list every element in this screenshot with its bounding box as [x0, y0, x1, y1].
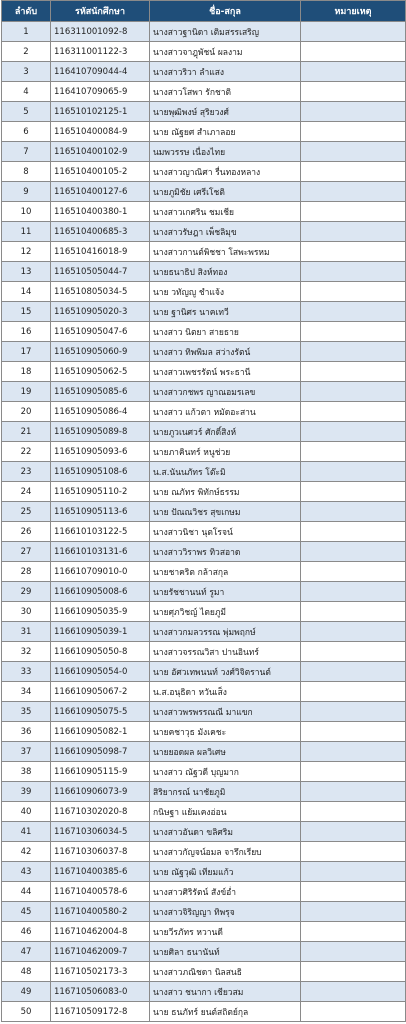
table-row: [2, 442, 406, 462]
table-row: [2, 522, 406, 542]
table-row: [2, 282, 406, 302]
row-number: 31: [2, 622, 51, 642]
remark: [301, 302, 406, 322]
table-row: [2, 102, 406, 122]
student-name: นายพุฒิพงษ์ สุริยวงศ์: [150, 102, 301, 122]
remark: [301, 362, 406, 382]
row-number: 44: [2, 882, 51, 902]
student-name: นางสาวกมลวรรณ พุ่มพฤกษ์: [150, 622, 301, 642]
student-id: 116311001122-3: [51, 42, 150, 62]
remark: [301, 842, 406, 862]
table-row: [2, 502, 406, 522]
remark: [301, 962, 406, 982]
student-id: 116510905113-6: [51, 502, 150, 522]
table-row: [2, 222, 406, 242]
row-number: 10: [2, 202, 51, 222]
student-id: 116510400102-9: [51, 142, 150, 162]
row-number: 11: [2, 222, 51, 242]
student-id: 116510400685-3: [51, 222, 150, 242]
student-name: นาย ปัณณวิชร สุขเกษม: [150, 502, 301, 522]
remark: [301, 762, 406, 782]
table-row: [2, 902, 406, 922]
row-number: 9: [2, 182, 51, 202]
row-number: 1: [2, 22, 51, 42]
remark: [301, 602, 406, 622]
student-id: 116710462009-7: [51, 942, 150, 962]
table-row: [2, 882, 406, 902]
remark: [301, 422, 406, 442]
row-number: 25: [2, 502, 51, 522]
row-number: 19: [2, 382, 51, 402]
table-row: [2, 42, 406, 62]
row-number: 20: [2, 402, 51, 422]
row-number: 41: [2, 822, 51, 842]
student-name: นางสาว ทิพพิมล สว่างรัตน์: [150, 342, 301, 362]
table-row: [2, 842, 406, 862]
student-id: 116610905075-5: [51, 702, 150, 722]
row-number: 48: [2, 962, 51, 982]
student-id: 116510505044-7: [51, 262, 150, 282]
row-number: 21: [2, 422, 51, 442]
student-name: นางสาวศิริรัตน์ สังข์อ่ำ: [150, 882, 301, 902]
student-name: นายศิลา ธนานันท์: [150, 942, 301, 962]
student-id: 116311001092-8: [51, 22, 150, 42]
header-remark: หมายเหตุ: [301, 1, 406, 22]
remark: [301, 222, 406, 242]
student-name: นางสาวกัญจน์อมล จารึกเรียบ: [150, 842, 301, 862]
student-name: นายศุภวิชญ์ ไตยภูมี: [150, 602, 301, 622]
table-header: [2, 1, 406, 22]
table-row: [2, 862, 406, 882]
remark: [301, 242, 406, 262]
table-row: [2, 922, 406, 942]
student-id: 116510400380-1: [51, 202, 150, 222]
table-row: [2, 82, 406, 102]
remark: [301, 622, 406, 642]
student-id: 116610709010-0: [51, 562, 150, 582]
student-name: นางสาว ชนากา เชียวสม: [150, 982, 301, 1002]
table-row: [2, 322, 406, 342]
row-number: 15: [2, 302, 51, 322]
student-id: 116610103131-6: [51, 542, 150, 562]
student-id: 116510905047-6: [51, 322, 150, 342]
remark: [301, 442, 406, 462]
remark: [301, 722, 406, 742]
student-name: นาย ธนภัทร์ ยนต์สถิตย์กุล: [150, 1002, 301, 1022]
row-number: 42: [2, 842, 51, 862]
remark: [301, 982, 406, 1002]
remark: [301, 782, 406, 802]
table-row: [2, 22, 406, 42]
student-name: นางสาวญาณิศา รื่นทองหลาง: [150, 162, 301, 182]
remark: [301, 942, 406, 962]
remark: [301, 742, 406, 762]
student-id: 116510400127-6: [51, 182, 150, 202]
student-name: นางสาวเพชรรัตน์ พระธานี: [150, 362, 301, 382]
student-name: นางสาวพรพรรณณี มาแขก: [150, 702, 301, 722]
student-name: นางสาวฐานิดา เติมสรรเสริญ: [150, 22, 301, 42]
table-row: [2, 942, 406, 962]
student-name: นายยอดผล ผลวิเศษ: [150, 742, 301, 762]
student-name: นาย ณัฐยศ สำเภาลอย: [150, 122, 301, 142]
row-number: 28: [2, 562, 51, 582]
table-row: [2, 642, 406, 662]
student-name: นางสาววิราพร ทิวสอาด: [150, 542, 301, 562]
student-name: นางสาวจิริญญา ทิพรุจ: [150, 902, 301, 922]
student-id: 116510400084-9: [51, 122, 150, 142]
student-id: 116710400580-2: [51, 902, 150, 922]
header-student-id: รหัสนักศึกษา: [51, 1, 150, 22]
row-number: 5: [2, 102, 51, 122]
row-number: 7: [2, 142, 51, 162]
table-row: [2, 802, 406, 822]
student-name: นาย อัศวเทพนนท์ วงศ์วิจิตรานต์: [150, 662, 301, 682]
table-row: [2, 462, 406, 482]
row-number: 24: [2, 482, 51, 502]
row-number: 50: [2, 1002, 51, 1022]
student-name: นางสาวรัษฎา เพ็ชลิมุข: [150, 222, 301, 242]
student-id: 116510905089-8: [51, 422, 150, 442]
student-name: นายภูวเนศวร์ ศักดิ์สิงห์: [150, 422, 301, 442]
row-number: 2: [2, 42, 51, 62]
remark: [301, 382, 406, 402]
student-id: 116610905098-7: [51, 742, 150, 762]
row-number: 34: [2, 682, 51, 702]
student-name: นายชาคริต กล้าสกุล: [150, 562, 301, 582]
row-number: 45: [2, 902, 51, 922]
remark: [301, 802, 406, 822]
row-number: 43: [2, 862, 51, 882]
row-number: 37: [2, 742, 51, 762]
table-row: [2, 482, 406, 502]
student-id: 116510905062-5: [51, 362, 150, 382]
student-name: นางสาวเกศริน ชมเชีย: [150, 202, 301, 222]
row-number: 14: [2, 282, 51, 302]
table-row: [2, 682, 406, 702]
remark: [301, 182, 406, 202]
table-body: [2, 22, 406, 1022]
student-id: 116710306037-8: [51, 842, 150, 862]
row-number: 36: [2, 722, 51, 742]
table-row: [2, 262, 406, 282]
student-id: 116710400385-6: [51, 862, 150, 882]
student-id: 116510805034-5: [51, 282, 150, 302]
row-number: 29: [2, 582, 51, 602]
student-id: 116610905035-9: [51, 602, 150, 622]
remark: [301, 522, 406, 542]
student-name: นางสาวจาฎุพัชน์ ผลงาม: [150, 42, 301, 62]
remark: [301, 102, 406, 122]
row-number: 4: [2, 82, 51, 102]
student-name: นาย ฐานิศร นาคเทวี: [150, 302, 301, 322]
student-id: 116510905060-9: [51, 342, 150, 362]
remark: [301, 1002, 406, 1022]
remark: [301, 262, 406, 282]
table-row: [2, 702, 406, 722]
student-name: นางสาวภณิชดา นิลสนธิ: [150, 962, 301, 982]
row-number: 18: [2, 362, 51, 382]
row-number: 39: [2, 782, 51, 802]
student-id: 116710462004-8: [51, 922, 150, 942]
remark: [301, 482, 406, 502]
remark: [301, 42, 406, 62]
table-row: [2, 142, 406, 162]
remark: [301, 402, 406, 422]
table-row: [2, 762, 406, 782]
row-number: 49: [2, 982, 51, 1002]
student-name: นมพวรรษ เนื่องไทย: [150, 142, 301, 162]
student-id: 116610905050-8: [51, 642, 150, 662]
remark: [301, 662, 406, 682]
student-id: 116710400578-6: [51, 882, 150, 902]
student-name: นางสาว นิตยา สายธาย: [150, 322, 301, 342]
remark: [301, 682, 406, 702]
table-row: [2, 582, 406, 602]
table-row: [2, 962, 406, 982]
student-id: 116510905108-6: [51, 462, 150, 482]
remark: [301, 22, 406, 42]
student-id: 116610905008-6: [51, 582, 150, 602]
remark: [301, 342, 406, 362]
student-id: 116610905115-9: [51, 762, 150, 782]
row-number: 12: [2, 242, 51, 262]
table-row: [2, 122, 406, 142]
student-name: นายภูมิชัย เศรีเโชติ: [150, 182, 301, 202]
table-row: [2, 562, 406, 582]
table-row: [2, 622, 406, 642]
student-name: นายวีรภัทร หวานดี: [150, 922, 301, 942]
header-full-name: ชื่อ-สกุล: [150, 1, 301, 22]
student-id: 116510905020-3: [51, 302, 150, 322]
remark: [301, 862, 406, 882]
table-row: [2, 242, 406, 262]
student-id: 116510416018-9: [51, 242, 150, 262]
table-row: [2, 782, 406, 802]
student-id: 116710306034-5: [51, 822, 150, 842]
remark: [301, 922, 406, 942]
remark: [301, 122, 406, 142]
table-row: [2, 422, 406, 442]
remark: [301, 322, 406, 342]
student-id: 116410709044-4: [51, 62, 150, 82]
student-id: 116510905093-6: [51, 442, 150, 462]
student-name: นางสาวกชพร ญาณอมรเลข: [150, 382, 301, 402]
row-number: 8: [2, 162, 51, 182]
header-row: [2, 1, 406, 22]
student-name: น.ส.อนุธิดา หวันเส็ง: [150, 682, 301, 702]
row-number: 40: [2, 802, 51, 822]
student-name: นายภาคินทร์ หนูช่วย: [150, 442, 301, 462]
student-id: 116610906073-9: [51, 782, 150, 802]
student-name: นางสาวนิชา นุตโรจน์: [150, 522, 301, 542]
student-name: น.ส.นันนภัทร โต๊ะมิ: [150, 462, 301, 482]
table-row: [2, 662, 406, 682]
remark: [301, 502, 406, 522]
student-name: นางสาวโสพา รักชาติ: [150, 82, 301, 102]
remark: [301, 462, 406, 482]
student-id: 116510905086-4: [51, 402, 150, 422]
student-name: นางสาวจรรณวิสา ปานอินทร์: [150, 642, 301, 662]
student-name: นาย ณัฐวุฒิ เทียมแก้ว: [150, 862, 301, 882]
student-name: นางสาวอันดา ขลิศริม: [150, 822, 301, 842]
student-name: นายรัชชานนท์ รูมา: [150, 582, 301, 602]
table-row: [2, 162, 406, 182]
student-id: 116510400105-2: [51, 162, 150, 182]
student-name: นาย วทัญญู ชำแจ้ง: [150, 282, 301, 302]
table-row: [2, 402, 406, 422]
student-name: สิริยากรณ์ นาชัยภูมิ: [150, 782, 301, 802]
student-id: 116610905067-2: [51, 682, 150, 702]
remark: [301, 82, 406, 102]
student-id: 116710509172-8: [51, 1002, 150, 1022]
row-number: 33: [2, 662, 51, 682]
student-name: กนิษฐา แย้มเคงอ่อน: [150, 802, 301, 822]
student-id: 116510102125-1: [51, 102, 150, 122]
table-row: [2, 202, 406, 222]
student-id: 116610905039-1: [51, 622, 150, 642]
student-name: นางสาว ณัฐวดี บุญมาก: [150, 762, 301, 782]
row-number: 46: [2, 922, 51, 942]
student-id: 116410709065-9: [51, 82, 150, 102]
row-number: 3: [2, 62, 51, 82]
row-number: 6: [2, 122, 51, 142]
table-row: [2, 742, 406, 762]
student-list-table: [1, 0, 406, 1022]
row-number: 32: [2, 642, 51, 662]
row-number: 17: [2, 342, 51, 362]
table-row: [2, 542, 406, 562]
table-row: [2, 602, 406, 622]
student-id: 116710302020-8: [51, 802, 150, 822]
remark: [301, 882, 406, 902]
row-number: 30: [2, 602, 51, 622]
student-id: 116510905085-6: [51, 382, 150, 402]
table-row: [2, 822, 406, 842]
table-row: [2, 1002, 406, 1022]
table-row: [2, 362, 406, 382]
student-name: นางสาว แก้วตา หมัดอะสาน: [150, 402, 301, 422]
student-id: 116510905110-2: [51, 482, 150, 502]
table-row: [2, 342, 406, 362]
student-id: 116610905054-0: [51, 662, 150, 682]
student-name: นายคชาวุธ มังเคชะ: [150, 722, 301, 742]
header-no: ลำดับ: [2, 1, 51, 22]
table-row: [2, 182, 406, 202]
student-id: 116610905082-1: [51, 722, 150, 742]
table-row: [2, 982, 406, 1002]
remark: [301, 142, 406, 162]
student-id: 116610103122-5: [51, 522, 150, 542]
student-name: นาย ณภัทร พิทักษ์ธรรม: [150, 482, 301, 502]
row-number: 23: [2, 462, 51, 482]
row-number: 22: [2, 442, 51, 462]
remark: [301, 902, 406, 922]
table-row: [2, 722, 406, 742]
row-number: 26: [2, 522, 51, 542]
student-id: 116710506083-0: [51, 982, 150, 1002]
row-number: 16: [2, 322, 51, 342]
remark: [301, 202, 406, 222]
remark: [301, 62, 406, 82]
row-number: 47: [2, 942, 51, 962]
row-number: 27: [2, 542, 51, 562]
remark: [301, 162, 406, 182]
remark: [301, 822, 406, 842]
table-row: [2, 62, 406, 82]
remark: [301, 642, 406, 662]
student-id: 116710502173-3: [51, 962, 150, 982]
remark: [301, 562, 406, 582]
row-number: 35: [2, 702, 51, 722]
table-row: [2, 382, 406, 402]
remark: [301, 282, 406, 302]
remark: [301, 582, 406, 602]
student-name: นายธนาธิป สิงห์ทอง: [150, 262, 301, 282]
row-number: 13: [2, 262, 51, 282]
remark: [301, 702, 406, 722]
row-number: 38: [2, 762, 51, 782]
remark: [301, 542, 406, 562]
table-row: [2, 302, 406, 322]
student-name: นางสาวกานต์พิชชา โสพะพรหม: [150, 242, 301, 262]
student-name: นางสาวริวา ลำแสง: [150, 62, 301, 82]
